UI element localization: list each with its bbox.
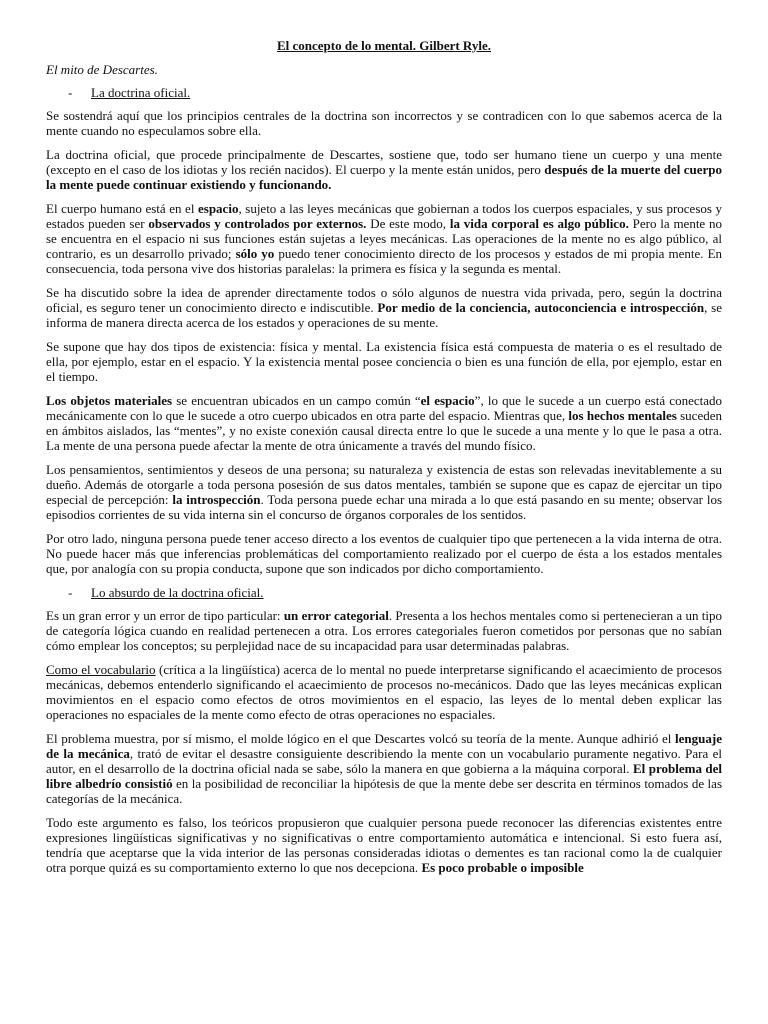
text-run: , trató de evitar el desastre consiguiente describiendo la mente con un vocabulario puramente negativo. Para el autor, en el desarrollo de la doctrina oficial nada se sabe, sólo la manera en que gobierna a la máquina corporal. [46,746,723,776]
document-subtitle: El mito de Descartes. [46,62,158,77]
text-run: . Toda persona puede echar una mirada a lo que está pasando en su mente; observar los episodios corrientes de su vida interna sin el concurso de órganos corporales de los sentidos. [46,492,722,522]
bold-text: sólo yo [235,246,275,261]
paragraph [46,731,722,806]
section-heading-absurdo [46,585,722,600]
bold-text: los hechos mentales [568,408,677,423]
text-run: Todo este argumento es falso, los teóricos propusieron que cualquier persona puede reconocer las diferencias existentes entre expresiones lingüísticas significativas y no significativas o entre comportamiento automática e intencional. Si esto fuera así, tendría que aceptarse que la vida interior de las personas consideradas idiotas o dementes es tan racional como la de cualquier otra porque quizá es su comportamiento externo lo que nos decepciona. [46,815,722,875]
bold-text: la vida corporal es algo público. [449,216,629,231]
text-run: El problema muestra, por sí mismo, el molde lógico en el que Descartes volcó su teoría de la mente. Aunque adhirió el [46,731,676,746]
text-run: El cuerpo humano está en el [46,201,198,216]
bold-text: el espacio [420,393,475,408]
list-dash: - [68,585,73,600]
text-run: La doctrina oficial, que procede principalmente de Descartes, sostiene que, todo ser humano tiene un cuerpo y una mente (excepto en el caso de los idiotas y los recién nacidos). El cuerpo y la mente están unidos, pero [46,147,722,177]
text-run: . Presenta a los hechos mentales como si pertenecieran a un tipo de categoría lógica cuando en realidad pertenecen a otra. Los errores categoriales fueron cometidos por personas que no sabían cómo emplear los conceptos; su perplejidad nace de su incapacidad para usar determinadas palabras. [46,608,722,653]
list-dash: - [68,85,73,100]
text-run: De este modo, [366,216,450,231]
bold-text: Por medio de la conciencia, autoconciencia e introspección [377,300,705,315]
section-heading-doctrina-oficial [46,85,722,100]
bold-text: después de la muerte del cuerpo la mente puede continuar existiendo y funcionando. [46,162,722,192]
bold-text: la introspección [172,492,261,507]
paragraph [46,662,722,722]
bold-text: El problema del libre albedrío consistió [46,761,723,791]
text-run: Los pensamientos, sentimientos y deseos de una persona; su naturaleza y existencia de estas son relevadas inevitablemente a su dueño. Además de otorgarle a toda persona posesión de sus datos mentales, también se supone que es capaz de ejercitar un tipo especial de percepción: [46,462,722,507]
text-run: , sujeto a las leyes mecánicas que gobiernan a todos los cuerpos espaciales, y sus procesos y estados pueden ser [46,201,723,231]
paragraph [46,339,722,384]
paragraph [46,531,722,576]
paragraph [46,815,722,875]
text-run: Se ha discutido sobre la idea de aprender directamente todos o sólo algunos de nuestra vida privada, pero, según la doctrina oficial, es seguro tener un conocimiento directo e indiscutible. [46,285,722,315]
text-run: se encuentran ubicados en un campo común “ [172,393,421,408]
section-heading-label: La doctrina oficial. [91,85,191,100]
text-run: Por otro lado, ninguna persona puede tener acceso directo a los eventos de cualquier tipo que pertenecen a la vida interna de otra. No puede hacer más que inferencias problemáticas del comportamiento realizado por el cuerpo de ésta a los estados mentales que, por analogía con su propia conducta, supone que son indicados por dicho comportamiento. [46,531,722,576]
text-run: puedo tener conocimiento directo de los procesos y estados de mi propia mente. En consecuencia, toda persona vive dos historias paralelas: la primera es física y la segunda es mental. [46,246,723,276]
text-run: Pero la mente no se encuentra en el espacio ni sus funciones están sujetas a leyes mecánicas. Las operaciones de la mente no es algo público, al contrario, es un desarrollo privado; [46,216,723,261]
paragraph [46,285,722,330]
text-run: Se sostendrá aquí que los principios centrales de la doctrina son incorrectos y se contradicen con lo que sabemos acerca de la mente cuando no especulamos sobre ella. [46,108,722,138]
underlined-text: Como el vocabulario [46,662,156,677]
paragraph [46,393,722,453]
paragraph [46,201,722,276]
paragraph [46,147,722,192]
bold-text: observados y controlados por externos. [148,216,367,231]
paragraph [46,108,722,138]
text-run: en la posibilidad de reconciliar la hipótesis de que la mente debe ser descrita en términos tomados de las categorías de la mecánica. [46,776,722,806]
document-title: El concepto de lo mental. Gilbert Ryle. [276,38,491,53]
paragraph [46,462,722,522]
bold-text: Los objetos materiales [46,393,173,408]
text-run: suceden en ámbitos aislados, las “mentes”, y no existe conexión causal directa entre lo que le sucede a una mente y lo que le pasa a otra. La mente de una persona puede afectar la mente de otra únicamente a través del mundo físico. [46,408,722,453]
section-heading-label: Lo absurdo de la doctrina oficial. [91,585,264,600]
bold-text: Es poco probable o imposible [421,860,584,875]
text-run: Se supone que hay dos tipos de existencia: física y mental. La existencia física está compuesta de materia o es el resultado de ella, por ejemplo, estar en el espacio. Y la existencia mental posee conciencia o bien es una función de ella, por ejemplo, estar en el tiempo. [46,339,722,384]
text-run: , se informa de manera directa acerca de los estados y operaciones de su mente. [46,300,722,330]
text-run: Es un gran error y un error de tipo particular: [46,608,284,623]
bold-text: un error categorial [283,608,389,623]
text-run: ”, lo que le sucede a un cuerpo está conectado mecánicamente con lo que le sucede a otro cuerpo ubicados en otra parte del espacio. Mientras que, [46,393,722,423]
bold-text: espacio [198,201,239,216]
text-run: (crítica a la lingüística) acerca de lo mental no puede interpretarse significando el acaecimiento de procesos mecánicas, debemos entenderlo significando el acaecimiento de procesos no-mecánicos. Dado que las leyes mecánicas explican movimientos en el espacio como efectos de otros movimientos en el espacio, las leyes de lo mental deben explicar las operaciones no espaciales de la mente como efecto de otras operaciones no espaciales. [46,662,722,722]
bold-text: lenguaje de la mecánica [46,731,722,761]
paragraph [46,608,722,653]
